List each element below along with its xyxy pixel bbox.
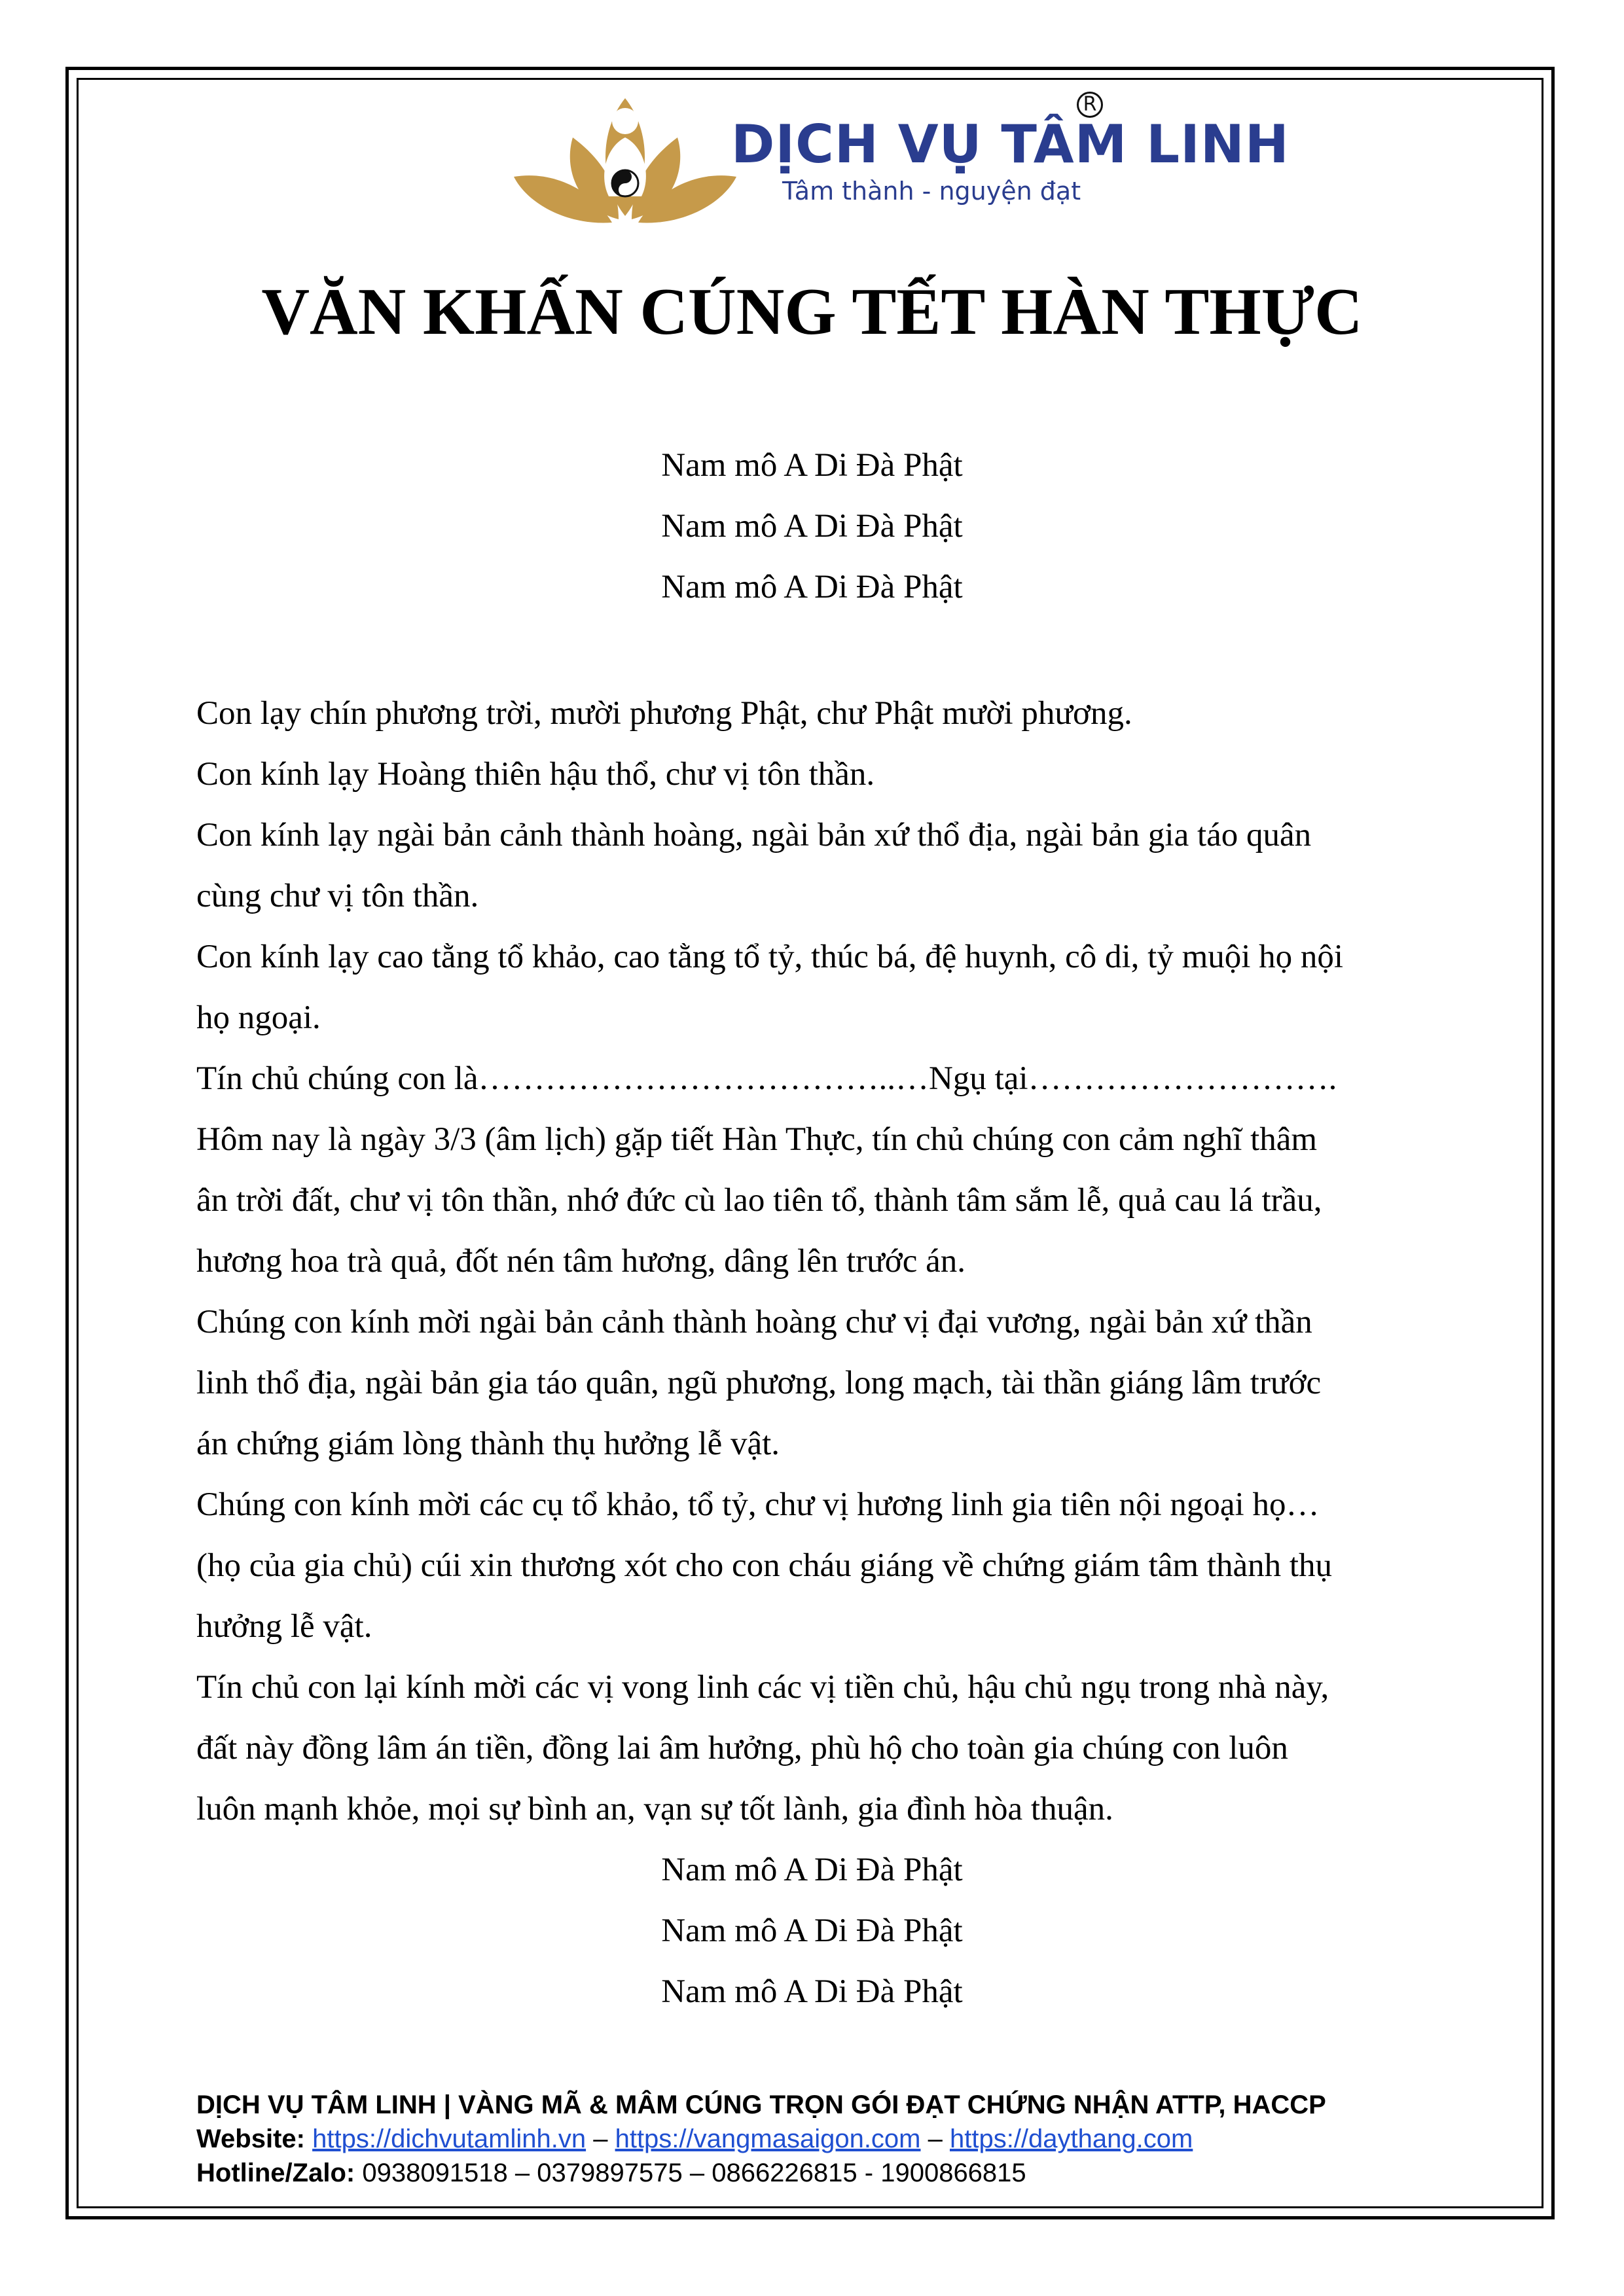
chant-line: Nam mô A Di Đà Phật bbox=[661, 508, 963, 545]
link-separator: – bbox=[593, 2125, 615, 2153]
body-line: Chúng con kính mời ngài bản cảnh thành hoàng chư vị đại vương, ngài bản xứ thần bbox=[196, 1304, 1312, 1340]
website-link-vangmasaigon[interactable]: https://vangmasaigon.com bbox=[615, 2125, 921, 2153]
body-line: Tín chủ con lại kính mời các vị vong linh các vị tiền chủ, hậu chủ ngụ trong nhà này, bbox=[196, 1669, 1329, 1706]
body-line: ân trời đất, chư vị tôn thần, nhớ đức cù lao tiên tổ, thành tâm sắm lễ, quả cau lá trầu, bbox=[196, 1182, 1322, 1219]
chant-line: Nam mô A Di Đà Phật bbox=[661, 569, 963, 605]
lotus-meditation-icon bbox=[501, 85, 749, 236]
body-line: cùng chư vị tôn thần. bbox=[196, 878, 479, 914]
website-label: Website: bbox=[196, 2125, 305, 2153]
footer bbox=[196, 2088, 1326, 2190]
body-line: Chúng con kính mời các cụ tổ khảo, tổ tỷ, chư vị hương linh gia tiên nội ngoại họ… bbox=[196, 1486, 1320, 1523]
body-line: Hôm nay là ngày 3/3 (âm lịch) gặp tiết Hàn Thực, tín chủ chúng con cảm nghĩ thâm bbox=[196, 1121, 1318, 1158]
logo-slogan: Tâm thành - nguyện đạt bbox=[782, 177, 1081, 206]
body-line: Con kính lạy ngài bản cảnh thành hoàng, ngài bản xứ thổ địa, ngài bản gia táo quân bbox=[196, 817, 1312, 853]
closing-chant bbox=[0, 1840, 1624, 2022]
body-line: linh thổ địa, ngài bản gia táo quân, ngũ phương, long mạch, tài thần giáng lâm trước bbox=[196, 1365, 1322, 1401]
body-line: hương hoa trà quả, đốt nén tâm hương, dâng lên trước án. bbox=[196, 1243, 966, 1280]
body-line: luôn mạnh khỏe, mọi sự bình an, vạn sự tốt lành, gia đình hòa thuận. bbox=[196, 1791, 1113, 1827]
registered-trademark-icon: R bbox=[1077, 92, 1103, 118]
brand-logo bbox=[501, 85, 1290, 236]
footer-heading: DỊCH VỤ TÂM LINH | VÀNG MÃ & MÂM CÚNG TRỌN GÓI ĐẠT CHỨNG NHẬN ATTP, HACCP bbox=[196, 2090, 1326, 2119]
website-link-dichvutamlinh[interactable]: https://dichvutamlinh.vn bbox=[312, 2125, 586, 2153]
body-line: (họ của gia chủ) cúi xin thương xót cho con cháu giáng về chứng giám tâm thành thụ bbox=[196, 1547, 1333, 1584]
opening-chant bbox=[0, 435, 1624, 618]
website-link-daythang[interactable]: https://daythang.com bbox=[949, 2125, 1193, 2153]
chant-line: Nam mô A Di Đà Phật bbox=[661, 447, 963, 484]
body-line: đất này đồng lâm án tiền, đồng lai âm hưởng, phù hộ cho toàn gia chúng con luôn bbox=[196, 1730, 1288, 1767]
body-line: Con kính lạy cao tằng tổ khảo, cao tằng tổ tỷ, thúc bá, đệ huynh, cô di, tỷ muội họ nội bbox=[196, 939, 1344, 975]
link-separator: – bbox=[928, 2125, 950, 2153]
body-line: Con lạy chín phương trời, mười phương Phật, chư Phật mười phương. bbox=[196, 695, 1132, 732]
body-line: họ ngoại. bbox=[196, 999, 321, 1036]
footer-websites bbox=[196, 2122, 1326, 2156]
body-line: Con kính lạy Hoàng thiên hậu thổ, chư vị tôn thần. bbox=[196, 756, 875, 793]
body-line: hưởng lễ vật. bbox=[196, 1608, 372, 1645]
logo-brand-text: DỊCH VỤ TÂM LINH bbox=[731, 114, 1290, 175]
footer-hotline bbox=[196, 2156, 1326, 2190]
chant-line: Nam mô A Di Đà Phật bbox=[661, 1852, 963, 1888]
page-title: VĂN KHẤN CÚNG TẾT HÀN THỰC bbox=[261, 275, 1363, 349]
chant-line: Nam mô A Di Đà Phật bbox=[661, 1973, 963, 2010]
prayer-body bbox=[196, 683, 1440, 1840]
hotline-label: Hotline/Zalo: bbox=[196, 2159, 355, 2187]
body-line: án chứng giám lòng thành thụ hưởng lễ vật. bbox=[196, 1426, 780, 1462]
hotline-numbers: 0938091518 – 0379897575 – 0866226815 - 1900866815 bbox=[355, 2159, 1026, 2187]
body-line: Tín chủ chúng con là………………………………..…Ngụ tại………………………. bbox=[196, 1060, 1337, 1097]
chant-line: Nam mô A Di Đà Phật bbox=[661, 1912, 963, 1949]
